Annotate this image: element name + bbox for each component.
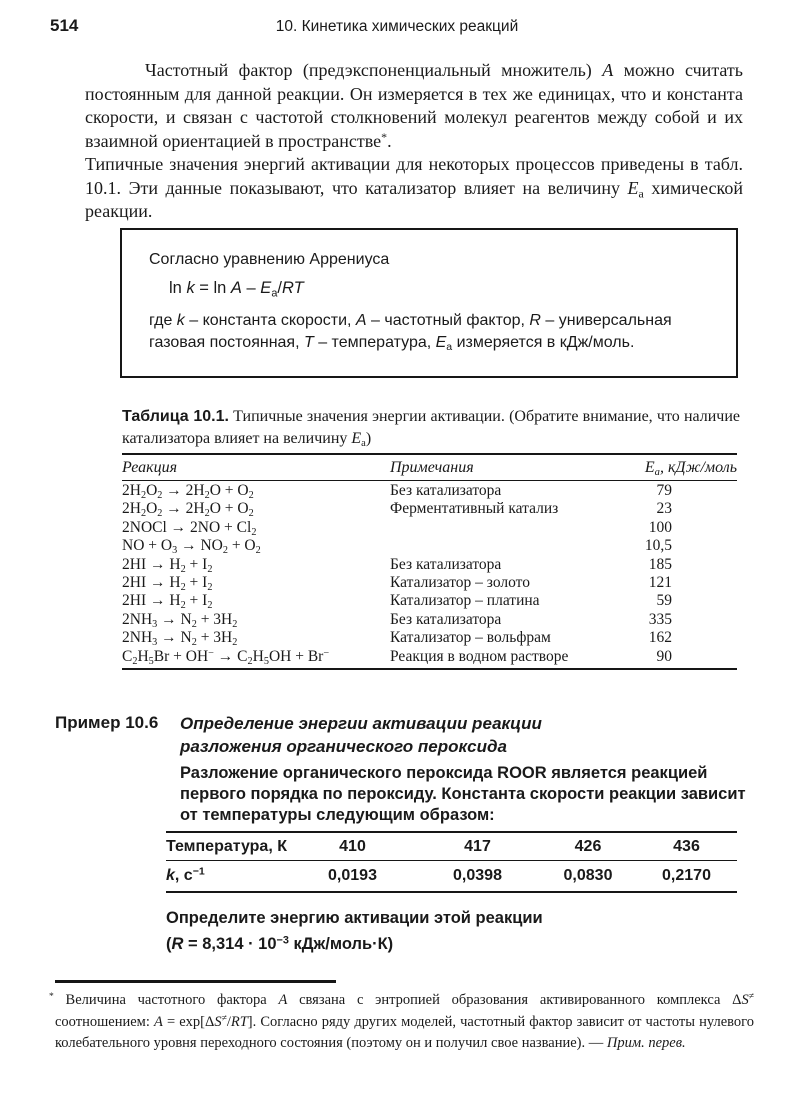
header-reaction: Реакция [122,459,178,476]
arrhenius-box [120,228,738,378]
note-cell [390,519,620,537]
arrhenius-box-intro: Согласно уравнению Аррениуса [149,251,390,268]
table-caption-text: Типичные значения энергии активации. (Обратите внимание, что наличие катализатора влияет на величину $E_a$) [122,408,741,449]
note-cell: Реакция в водном растворе [390,647,569,665]
footnote-text: * Величина частотного фактора A связана с энтропией образования активированного комплекса ΔS≠ соотношением: A = exp[ΔS≠/RT]. Согласно ряду других моделей, частотный фактор зависит от частоты нулевого колебательного уровня переходного состояния (поэтому он и получил свое название). — Прим. перев. [49,991,754,1051]
task-line2: ($R = 8,314 \cdot 10^{-3}$ кДж/моль·К) [166,934,394,953]
note-cell [390,537,620,555]
table-header-row [122,453,737,481]
arrhenius-equation: $\ln k = \ln A - E_a/RT$ [169,279,304,300]
ea-cell: 121 [648,574,672,592]
reaction-cell: $2HI \to H_2 + I_2$ [122,592,213,612]
example-title-line2: разложения органического пероксида [180,736,507,756]
note-cell: Без катализатора [390,555,502,573]
example-content [180,713,746,825]
table-body [122,481,737,670]
temperature-value: 426 [574,837,602,855]
page-number: 514 [50,16,79,35]
k-label: k, $с^{-1}$ [166,865,205,884]
k-value: 0,0193 [328,867,377,884]
reaction-cell: $C_2H_5Br + OH^- \to C_2H_5OH + Br^-$ [122,647,330,667]
temperature-value: 410 [339,837,366,855]
note-cell: Без катализатора [390,482,502,499]
footnote-divider [55,980,336,983]
ea-cell: 100 [648,518,672,536]
ea-cell: 185 [648,555,672,573]
table-row [122,537,737,555]
ea-cell: 23 [656,500,672,518]
intro-section [85,59,743,224]
header-ea: $E_a$, кДж/моль [644,459,737,479]
example-title [180,713,746,758]
ea-cell: 79 [656,482,672,499]
example-label: Пример 10.6 [55,713,159,732]
arrhenius-explanation: где k – константа скорости, A – частотный фактор, R – универсальная газовая постоянная, T – температура, $E_a$ измеряется в кДж/моль. [149,312,672,354]
temperature-label: Температура, К [166,837,287,855]
table-row [122,482,737,500]
temperature-row [166,833,737,861]
ea-cell: 335 [648,610,672,628]
reaction-cell: $2H_2O_2 \to 2H_2O + O_2$ [122,482,254,502]
note-cell: Без катализатора [390,610,502,628]
activation-energy-table [122,453,737,670]
reaction-cell: $2H_2O_2 \to 2H_2O + O_2$ [122,500,254,520]
table-row [122,648,737,666]
note-cell: Ферментативный катализ [390,500,559,518]
table-row [122,500,737,518]
reaction-cell: $2HI \to H_2 + I_2$ [122,555,213,575]
intro-paragraph-2: Типичные значения энергий активации для некоторых процессов приведены в табл. 10.1. Эти данные показывают, что катализатор влияет на величину $E_a$ химической реакции. [85,154,743,221]
table-row [122,519,737,537]
k-value: 0,0830 [563,867,613,884]
rate-constant-table [166,831,737,893]
example-title-line1: Определение энергии активации реакции [180,714,542,733]
reaction-cell: NO + $O_3 \to NO_2 + O_2$ [122,537,261,557]
reaction-cell: $2HI \to H_2 + I_2$ [122,574,213,594]
k-value: 0,2170 [662,867,711,884]
reaction-cell: $2NH_3 \to N_2 + 3H_2$ [122,610,238,630]
table-caption-label: Таблица 10.1. [122,408,229,425]
note-cell: Катализатор – золото [390,574,530,592]
ea-cell: 162 [648,629,672,647]
running-header: 10. Кинетика химических реакций [275,18,519,35]
example-task [166,905,746,957]
task-line1: Определите энергию активации этой реакции [166,909,543,927]
table-row [122,592,737,610]
table-row [122,574,737,592]
table-row [122,556,737,574]
k-value: 0,0398 [453,867,502,884]
reaction-cell: $2NH_3 \to N_2 + 3H_2$ [122,629,238,649]
note-cell: Катализатор – платина [390,592,540,610]
k-row [166,861,737,891]
table-caption [122,406,740,449]
ea-cell: 90 [656,647,672,665]
ea-cell: 10,5 [644,537,672,555]
intro-paragraph-1: Частотный фактор (предэкспоненциальный множитель) A можно считать постоянным для данной реакции. Он измеряется в тех же единицах, что и константа скорости, и связан с частотой столкновений молекул реагентов между собой и их взаимной ориентацией в пространстве*. [85,60,744,151]
temperature-value: 417 [464,837,491,855]
table-row [122,629,737,647]
reaction-cell: 2NOCl → $2NO + Cl_2$ [122,518,257,538]
ea-cell: 59 [656,592,672,610]
temperature-value: 436 [673,837,700,855]
example-body: Разложение органического пероксида ROOR является реакцией первого порядка по пероксиду. Константа скорости реакции зависит от температуры следующим образом: [180,764,746,824]
note-cell: Катализатор – вольфрам [390,629,551,647]
table-row [122,611,737,629]
header-notes: Примечания [390,459,474,476]
